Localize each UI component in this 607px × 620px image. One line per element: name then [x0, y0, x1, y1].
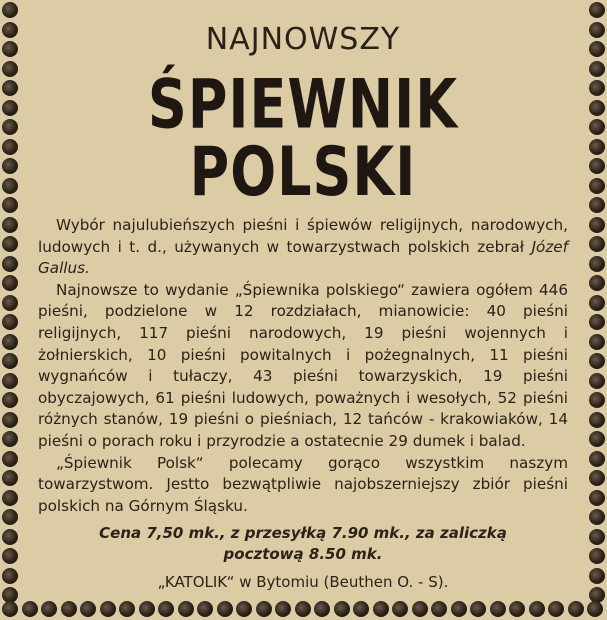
bead-ornament [589, 256, 605, 272]
bead-ornament [236, 601, 252, 617]
bead-ornament [589, 236, 605, 252]
bead-ornament [275, 601, 291, 617]
bead-ornament [2, 353, 18, 369]
bead-ornament [589, 548, 605, 564]
author-name: Józef Gallus. [38, 237, 568, 278]
bead-ornament [2, 509, 18, 525]
right-bead-border [587, 0, 607, 620]
bead-ornament [2, 568, 18, 584]
bead-ornament [2, 431, 18, 447]
paragraph-3: „Śpiewnik Polsk“ polecamy gorąco wszystkim naszym towarzystwom. Jestto bezwątpliwie najobszerniejszy zbiór pieśni polskich na Górnym Śląsku. [38, 453, 568, 515]
bead-ornament [100, 601, 116, 617]
bead-ornament [589, 451, 605, 467]
bead-ornament [529, 601, 545, 617]
bead-ornament [589, 178, 605, 194]
bead-ornament [587, 601, 603, 617]
bead-ornament [589, 431, 605, 447]
bead-ornament [2, 490, 18, 506]
bead-ornament [589, 509, 605, 525]
bead-ornament [589, 373, 605, 389]
bead-ornament [431, 601, 447, 617]
bead-ornament [256, 601, 272, 617]
bead-ornament [589, 139, 605, 155]
bead-ornament [295, 601, 311, 617]
bead-ornament [2, 80, 18, 96]
bead-ornament [41, 601, 57, 617]
bead-ornament [2, 529, 18, 545]
paragraph-2: Najnowsze to wydanie „Śpiewnika polskiego“ zawiera ogółem 446 pieśni, podzielone w 12 rozdziałach, mianowicie: 40 pieśni religijnych, 117 pieśni narodowych, 19 pieśni wojennych i żołnierskich, 10 pieśni powitalnych i pożegnalnych, 11 pieśni wygnańców i tułaczy, 43 pieśni towarzyskich, 19 pieśni obyczajowych, 61 pieśni ludowych, poważnych i wesołych, 52 pieśni różnych stanów, 19 pieśni o pieśniach, 12 tańców - krakowiaków, 14 pieśni o porach roku i przyrodzie a ostatecnie 29 dumek i balad. [38, 280, 568, 450]
bead-ornament [589, 197, 605, 213]
bead-ornament [2, 470, 18, 486]
bead-ornament [2, 158, 18, 174]
bead-ornament [2, 392, 18, 408]
bead-ornament [589, 100, 605, 116]
bead-ornament [178, 601, 194, 617]
bead-ornament [2, 178, 18, 194]
bead-ornament [589, 2, 605, 18]
bead-ornament [589, 80, 605, 96]
bead-ornament [2, 601, 18, 617]
body-text [38, 215, 568, 517]
bead-ornament [2, 373, 18, 389]
bead-ornament [589, 41, 605, 57]
bead-ornament [197, 601, 213, 617]
bead-ornament [158, 601, 174, 617]
bead-ornament [2, 275, 18, 291]
bead-ornament [2, 236, 18, 252]
bead-ornament [589, 490, 605, 506]
bead-ornament [334, 601, 350, 617]
bead-ornament [568, 601, 584, 617]
bead-ornament [139, 601, 155, 617]
publisher-line: „KATOLIK“ w Bytomiu (Beuthen O. - S). [157, 573, 449, 592]
bead-ornament [589, 61, 605, 77]
bead-ornament [217, 601, 233, 617]
bead-ornament [353, 601, 369, 617]
bead-ornament [589, 217, 605, 233]
bead-ornament [2, 548, 18, 564]
bead-ornament [2, 217, 18, 233]
bead-ornament [2, 314, 18, 330]
bead-ornament [589, 314, 605, 330]
bead-ornament [589, 275, 605, 291]
bead-ornament [589, 353, 605, 369]
bead-ornament [2, 334, 18, 350]
bead-ornament [2, 451, 18, 467]
bead-ornament [589, 470, 605, 486]
bead-ornament [2, 139, 18, 155]
price-line-1: Cena 7,50 mk., z przesyłką 7.90 mk., za zaliczką [99, 524, 507, 543]
advertisement-content [38, 8, 568, 592]
bead-ornament [548, 601, 564, 617]
bead-ornament [451, 601, 467, 617]
bead-ornament [490, 601, 506, 617]
paragraph-1 [38, 215, 568, 280]
bead-ornament [2, 295, 18, 311]
price-line-2: pocztową 8.50 mk. [223, 545, 383, 564]
bead-ornament [589, 529, 605, 545]
bead-ornament [589, 22, 605, 38]
bead-ornament [470, 601, 486, 617]
bead-ornament [2, 2, 18, 18]
title-heading: ŚPIEWNIK POLSKI [147, 64, 459, 211]
bead-ornament [589, 412, 605, 428]
bead-ornament [2, 119, 18, 135]
bead-ornament [2, 197, 18, 213]
bead-ornament [392, 601, 408, 617]
bead-ornament [2, 256, 18, 272]
bead-ornament [373, 601, 389, 617]
bead-ornament [509, 601, 525, 617]
bead-ornament [589, 568, 605, 584]
bead-ornament [2, 41, 18, 57]
bottom-bead-border [0, 598, 607, 620]
bead-ornament [2, 100, 18, 116]
bead-ornament [412, 601, 428, 617]
bead-ornament [22, 601, 38, 617]
bead-ornament [589, 158, 605, 174]
bead-ornament [589, 334, 605, 350]
left-bead-border [0, 0, 20, 620]
bead-ornament [80, 601, 96, 617]
bead-ornament [119, 601, 135, 617]
paragraph-1-text: Wybór najulubieńszych pieśni i śpiewów religijnych, narodowych, ludowych i t. d., używanych w towarzystwach polskich zebrał [38, 216, 568, 256]
bead-ornament [61, 601, 77, 617]
price-info [38, 523, 568, 565]
bead-ornament [2, 412, 18, 428]
bead-ornament [589, 295, 605, 311]
bead-ornament [589, 119, 605, 135]
bead-ornament [314, 601, 330, 617]
subtitle-heading: NAJNOWSZY [205, 22, 401, 57]
bead-ornament [2, 22, 18, 38]
bead-ornament [2, 61, 18, 77]
bead-ornament [589, 392, 605, 408]
